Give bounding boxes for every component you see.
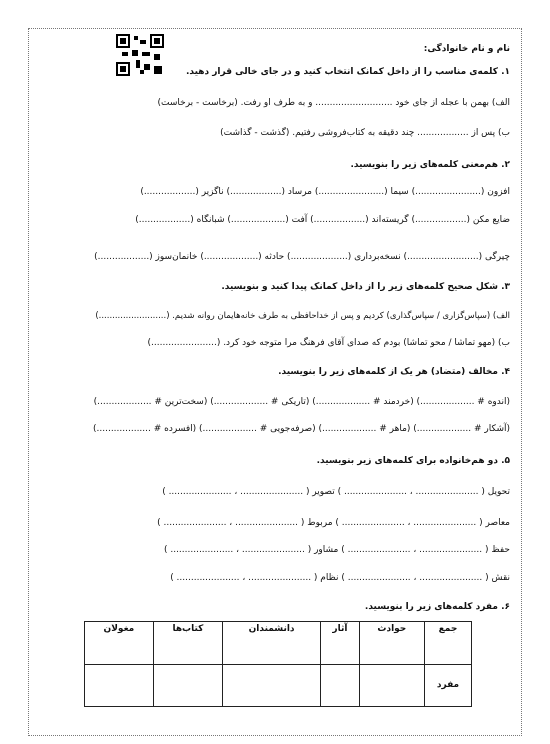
q1-item-a: الف) بهمن با عجله از جای خود ........................... و به طرف او رفت. (برخاست - برخاست) bbox=[157, 98, 510, 108]
q2-row-1: افزون (.......................) سیما (.......................) مرساد (..................) ناگزیر (..................) bbox=[140, 187, 510, 197]
table-cell-plural-1: حوادث bbox=[359, 622, 424, 665]
table-cell-plural-4: کتاب‌ها bbox=[153, 622, 222, 665]
q5-title: ۵. دو هم‌خانواده برای کلمه‌های زیر بنویسید. bbox=[316, 456, 510, 466]
q5-row-3: حفظ ( ...................... ، ...................... ) مشاور ( ...................... ، ...................... ) bbox=[163, 545, 510, 555]
table-cell-plural-2: آثار bbox=[321, 622, 360, 665]
q2-title: ۲. هم‌معنی کلمه‌های زیر را بنویسید. bbox=[350, 160, 510, 170]
q2-row-2: ضایع مکن (..................) گریسته‌اند (..................) آفت (...................) شبانگاه (..................) bbox=[135, 215, 510, 225]
q5-row-1: تحویل ( ...................... ، ...................... ) تصویر ( ...................... ، ...................... ) bbox=[162, 487, 510, 497]
q2-row-3: چیرگی (.........................) نسخه‌برداری (....................) حادثه (...................) خانمان‌سوز (..................) bbox=[94, 252, 510, 262]
row-header-singular: مفرد bbox=[425, 664, 472, 707]
q3-title: ۳. شکل صحیح کلمه‌های زیر را از داخل کمانک پیدا کنید و بنویسید. bbox=[221, 282, 510, 292]
answer-cell-5[interactable] bbox=[85, 664, 154, 707]
q5-row-2: معاصر ( ...................... ، ...................... ) مربوط ( ...................... ، ...................... ) bbox=[157, 518, 510, 528]
qr-code-icon bbox=[116, 34, 164, 76]
row-header-plural: جمع bbox=[425, 622, 472, 665]
q1-title: ۱. کلمه‌ی مناسب را از داخل کمانک انتخاب کنید و در جای خالی قرار دهید. bbox=[185, 67, 510, 77]
q4-row-1: (اندوه # ...................) (خردمند # ...................) (تاریکی # ...................) (سخت‌ترین # ...................) bbox=[93, 397, 510, 407]
answer-cell-3[interactable] bbox=[223, 664, 321, 707]
table-row-plural bbox=[85, 622, 472, 665]
table-cell-plural-5: مغولان bbox=[85, 622, 154, 665]
q5-row-4: نقش ( ...................... ، ...................... ) نظام ( ...................... ، ...................... ) bbox=[170, 573, 510, 583]
q1-item-b: ب) پس از .................. چند دقیقه به کتاب‌فروشی رفتیم. (گذشت - گذاشت) bbox=[220, 128, 510, 138]
q4-row-2: (آشکار # ...................) (ماهر # ...................) (صرفه‌جویی # ...................) (افسرده # ...................) bbox=[93, 424, 510, 434]
q3-item-b: ب) (مهو تماشا / محو تماشا) بودم که صدای آقای فرهنگ مرا متوجه خود کرد. (.......................) bbox=[147, 338, 510, 348]
answer-cell-4[interactable] bbox=[153, 664, 222, 707]
table-row-singular bbox=[85, 664, 472, 707]
answer-cell-1[interactable] bbox=[359, 664, 424, 707]
table-cell-plural-3: دانشمندان bbox=[223, 622, 321, 665]
q3-item-a: الف) (سپاس‌گزاری / سپاس‌گذاری) کردیم و پس از خداحافظی به طرف خانه‌هایمان روانه شدیم. (.........................) bbox=[95, 311, 510, 321]
singular-plural-table bbox=[84, 621, 472, 707]
answer-cell-2[interactable] bbox=[321, 664, 360, 707]
q4-title: ۴. مخالف (متضاد) هر یک از کلمه‌های زیر را بنویسید. bbox=[278, 367, 510, 377]
q6-title: ۶. مفرد کلمه‌های زیر را بنویسید. bbox=[364, 602, 510, 612]
name-label: نام و نام خانوادگی: bbox=[423, 44, 510, 54]
